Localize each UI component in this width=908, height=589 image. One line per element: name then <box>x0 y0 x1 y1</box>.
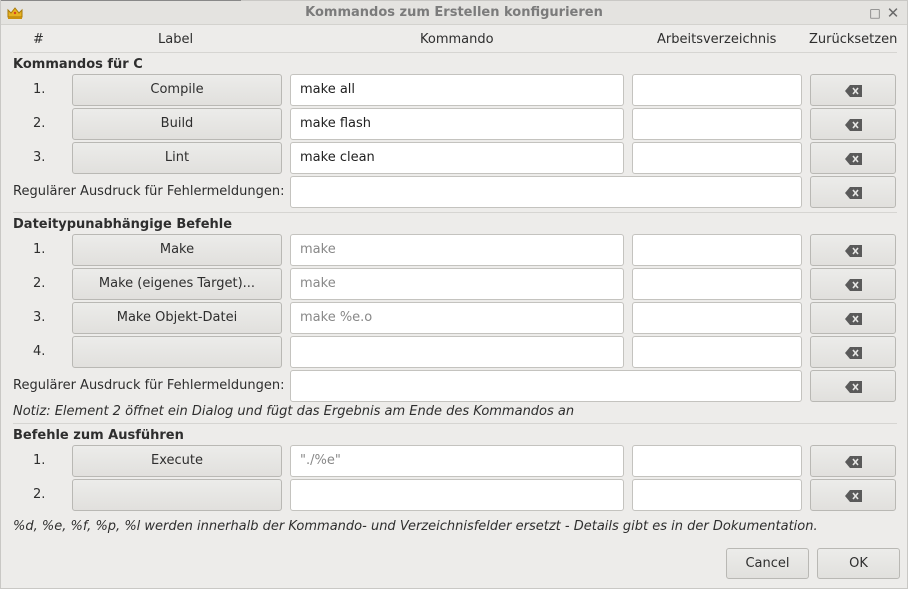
clear-icon <box>845 381 863 393</box>
workdir-field[interactable] <box>632 445 802 477</box>
clear-icon <box>845 490 863 502</box>
regex-label: Regulärer Ausdruck für Fehlermeldungen: <box>13 378 285 393</box>
label-button-make[interactable]: Make <box>72 234 282 266</box>
reset-button[interactable] <box>810 336 896 368</box>
ok-button[interactable]: OK <box>817 548 900 579</box>
reset-button[interactable] <box>810 268 896 300</box>
command-field[interactable]: make all <box>290 74 624 106</box>
workdir-field[interactable] <box>632 234 802 266</box>
section-title-execute: Befehle zum Ausführen <box>13 428 184 443</box>
col-header-workdir: Arbeitsverzeichnis <box>657 32 777 47</box>
reset-button[interactable] <box>810 302 896 334</box>
row-number: 3. <box>33 310 46 325</box>
clear-icon <box>845 187 863 199</box>
reset-button[interactable] <box>810 479 896 511</box>
workdir-field[interactable] <box>632 479 802 511</box>
col-header-num: # <box>33 32 44 47</box>
clear-icon <box>845 153 863 165</box>
label-button-make-object[interactable]: Make Objekt-Datei <box>72 302 282 334</box>
label-button-make-custom-target[interactable]: Make (eigenes Target)... <box>72 268 282 300</box>
clear-icon <box>845 456 863 468</box>
regex-field[interactable] <box>290 176 802 208</box>
reset-button[interactable] <box>810 142 896 174</box>
clear-icon <box>845 313 863 325</box>
row-number: 2. <box>33 116 46 131</box>
label-button-lint[interactable]: Lint <box>72 142 282 174</box>
section-title-c: Kommandos für C <box>13 57 143 72</box>
row-number: 2. <box>33 487 46 502</box>
regex-field[interactable] <box>290 370 802 402</box>
footer-note: %d, %e, %f, %p, %l werden innerhalb der Kommando- und Verzeichnisfelder ersetzt - Details gibt es in der Dokumentation. <box>13 519 818 534</box>
col-header-command: Kommando <box>420 32 494 47</box>
command-field[interactable]: make <box>290 268 624 300</box>
label-button-build[interactable]: Build <box>72 108 282 140</box>
row-number: 3. <box>33 150 46 165</box>
col-header-reset: Zurücksetzen <box>809 32 898 47</box>
command-field[interactable]: "./%e" <box>290 445 624 477</box>
clear-icon <box>845 85 863 97</box>
section-separator <box>13 212 897 213</box>
cancel-button[interactable]: Cancel <box>726 548 809 579</box>
workdir-field[interactable] <box>632 336 802 368</box>
close-icon[interactable]: ✕ <box>886 4 900 22</box>
clear-icon <box>845 245 863 257</box>
label-button-execute[interactable]: Execute <box>72 445 282 477</box>
reset-button[interactable] <box>810 445 896 477</box>
command-field[interactable]: make clean <box>290 142 624 174</box>
reset-button[interactable] <box>810 74 896 106</box>
command-field[interactable] <box>290 479 624 511</box>
command-field[interactable]: make <box>290 234 624 266</box>
command-field[interactable]: make %e.o <box>290 302 624 334</box>
row-number: 1. <box>33 453 46 468</box>
label-button-empty[interactable] <box>72 479 282 511</box>
clear-icon <box>845 347 863 359</box>
col-header-label: Label <box>158 32 194 47</box>
workdir-field[interactable] <box>632 108 802 140</box>
clear-icon <box>845 119 863 131</box>
header-separator <box>13 52 897 53</box>
section-separator <box>13 423 897 424</box>
label-button-empty[interactable] <box>72 336 282 368</box>
command-field[interactable] <box>290 336 624 368</box>
regex-label: Regulärer Ausdruck für Fehlermeldungen: <box>13 184 285 199</box>
workdir-field[interactable] <box>632 268 802 300</box>
maximize-icon[interactable]: □ <box>869 6 881 20</box>
workdir-field[interactable] <box>632 302 802 334</box>
clear-icon <box>845 279 863 291</box>
reset-button[interactable] <box>810 176 896 208</box>
row-number: 1. <box>33 242 46 257</box>
reset-button[interactable] <box>810 234 896 266</box>
row-number: 2. <box>33 276 46 291</box>
window-title: Kommandos zum Erstellen konfigurieren <box>305 5 603 20</box>
workdir-field[interactable] <box>632 74 802 106</box>
workdir-field[interactable] <box>632 142 802 174</box>
section-title-independent: Dateitypunabhängige Befehle <box>13 217 233 232</box>
row-number: 4. <box>33 344 46 359</box>
command-field[interactable]: make flash <box>290 108 624 140</box>
reset-button[interactable] <box>810 370 896 402</box>
label-button-compile[interactable]: Compile <box>72 74 282 106</box>
titlebar[interactable] <box>1 1 907 25</box>
row-number: 1. <box>33 82 46 97</box>
independent-note: Notiz: Element 2 öffnet ein Dialog und fügt das Ergebnis am Ende des Kommandos an <box>13 404 575 419</box>
reset-button[interactable] <box>810 108 896 140</box>
